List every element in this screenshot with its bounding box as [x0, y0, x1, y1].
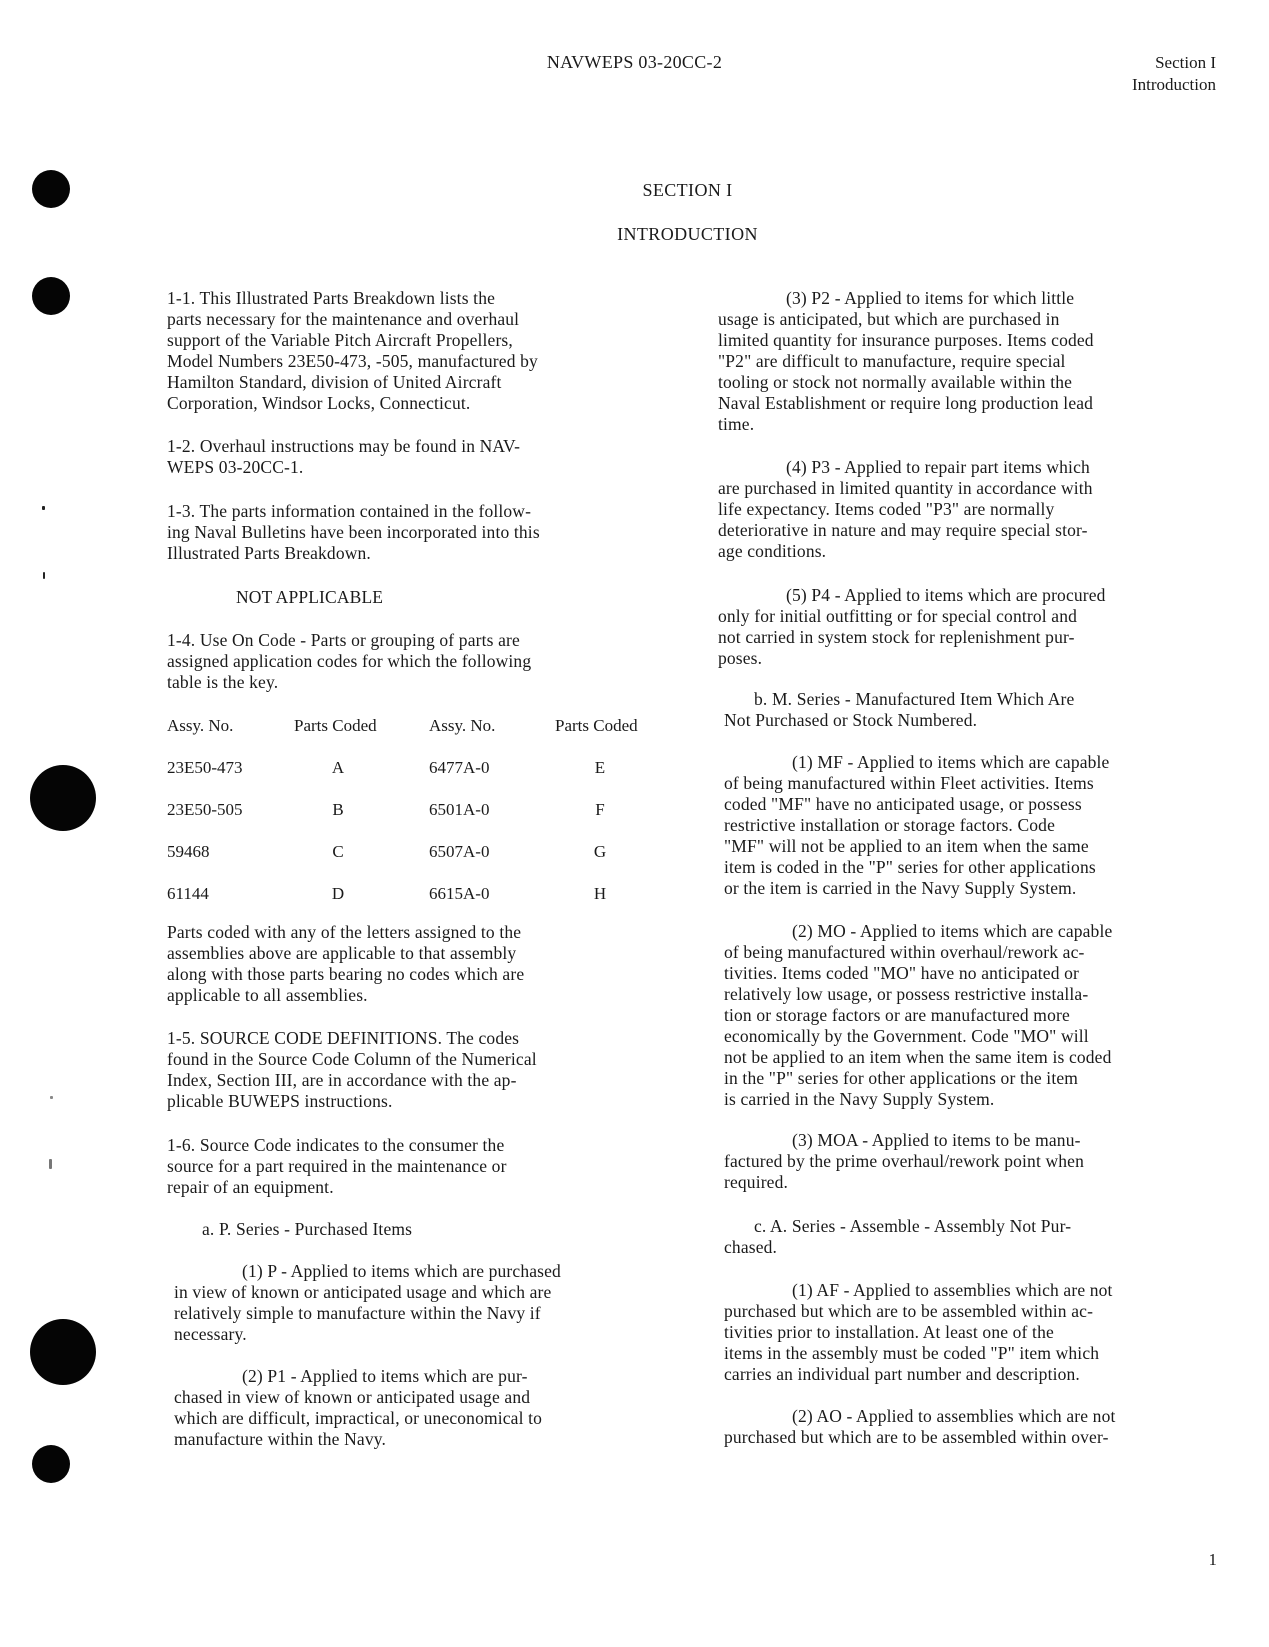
table-cell: H	[593, 884, 607, 903]
table-cell: 6507A-0	[429, 842, 490, 861]
table-cell: E	[594, 758, 606, 777]
table-cell: 23E50-473	[167, 758, 243, 777]
binder-hole	[32, 1445, 70, 1483]
paragraph-1-4: 1-4. Use On Code - Parts or grouping of parts are assigned application codes for which the following table is the key.	[167, 630, 532, 692]
paragraph-mf-code: (1) MF - Applied to items which are capable of being manufactured within Fleet activities. Items coded "MF" have no anticipated usage, or possess restrictive installation or storage factors. Code "MF" will not be applied to an item when the same item is coded in the "P" series for other applications or the item is carried in the Navy Supply System.	[724, 752, 1110, 898]
subsection-a-series: c. A. Series - Assemble - Assembly Not Pur- chased.	[724, 1216, 1072, 1257]
paragraph-moa-code: (3) MOA - Applied to items to be manu- factured by the prime overhaul/rework point when required.	[724, 1130, 1084, 1192]
paragraph-1-2: 1-2. Overhaul instructions may be found in NAV- WEPS 03-20CC-1.	[167, 436, 521, 477]
scan-speck	[43, 572, 45, 579]
document-number: NAVWEPS 03-20CC-2	[546, 52, 723, 72]
table-cell: D	[331, 884, 345, 903]
section-title: SECTION I	[642, 180, 733, 200]
subsection-p-series: a. P. Series - Purchased Items	[202, 1219, 413, 1239]
table-cell: B	[332, 800, 344, 819]
scan-speck	[42, 506, 45, 510]
not-applicable-note: NOT APPLICABLE	[236, 587, 384, 607]
table-cell: 61144	[167, 884, 209, 903]
paragraph-p1-code: (2) P1 - Applied to items which are pur- chased in view of known or anticipated usage and which are difficult, impractical, or uneconomical to manufacture within the Navy.	[174, 1366, 543, 1449]
running-section-label: Section I	[1155, 53, 1216, 72]
scan-speck	[49, 1159, 52, 1169]
paragraph-1-5: 1-5. SOURCE CODE DEFINITIONS. The codes found in the Source Code Column of the Numerical Index, Section III, are in accordance with the ap- plicable BUWEPS instructions.	[167, 1028, 537, 1111]
paragraph-applicability: Parts coded with any of the letters assigned to the assemblies above are applicable to that assembly along with those parts bearing no codes which are applicable to all assemblies.	[167, 922, 525, 1005]
paragraph-1-6: 1-6. Source Code indicates to the consumer the source for a part required in the maintenance or repair of an equipment.	[167, 1135, 507, 1197]
paragraph-p2-code: (3) P2 - Applied to items for which little usage is anticipated, but which are purchased in limited quantity for insurance purposes. Items coded "P2" are difficult to manufacture, require special tooling or stock not normally available within the Naval Establishment or require long production lead time.	[718, 288, 1094, 434]
table-row	[167, 842, 687, 864]
subsection-m-series: b. M. Series - Manufactured Item Which Are Not Purchased or Stock Numbered.	[724, 689, 1075, 730]
table-header-row	[167, 716, 687, 738]
binder-hole	[32, 277, 70, 315]
table-cell: A	[331, 758, 345, 777]
table-cell: 59468	[167, 842, 210, 861]
section-heading: INTRODUCTION	[617, 224, 758, 244]
binder-hole	[30, 1319, 96, 1385]
page-number: 1	[1208, 1550, 1217, 1569]
table-cell: 6615A-0	[429, 884, 490, 903]
table-cell: C	[332, 842, 344, 861]
paragraph-p-code: (1) P - Applied to items which are purchased in view of known or anticipated usage and which are relatively simple to manufacture within the Navy if necessary.	[174, 1261, 561, 1344]
paragraph-ao-code: (2) AO - Applied to assemblies which are not purchased but which are to be assembled within over-	[724, 1406, 1116, 1447]
table-cell: G	[593, 842, 607, 861]
paragraph-af-code: (1) AF - Applied to assemblies which are not purchased but which are to be assembled within ac- tivities prior to installation. At least one of the items in the assembly must be coded "P" item which carries an individual part number and description.	[724, 1280, 1113, 1384]
table-cell: F	[595, 800, 605, 819]
running-section-header	[1132, 52, 1216, 96]
table-row	[167, 758, 687, 780]
table-header-cell: Parts Coded	[294, 716, 377, 735]
table-header-cell: Assy. No.	[429, 716, 496, 735]
table-header-cell: Assy. No.	[167, 716, 234, 735]
running-section-title: Introduction	[1131, 75, 1216, 94]
scan-speck	[50, 1096, 53, 1099]
binder-hole	[30, 765, 96, 831]
table-cell: 6501A-0	[429, 800, 490, 819]
paragraph-1-1: 1-1. This Illustrated Parts Breakdown lists the parts necessary for the maintenance and overhaul support of the Variable Pitch Aircraft Propellers, Model Numbers 23E50-473, -505, manufactured by Hamilton Standard, division of United Aircraft Corporation, Windsor Locks, Connecticut.	[167, 288, 538, 413]
paragraph-mo-code: (2) MO - Applied to items which are capable of being manufactured within overhaul/rework ac- tivities. Items coded "MO" have no anticipated or relatively low usage, or possess restrictive installa- tion or storage factors or are manufactured more economically by the Government. Code "MO" will not be applied to an item when the same item is coded in the "P" series for other applications or the item is carried in the Navy Supply System.	[724, 921, 1113, 1109]
table-cell: 6477A-0	[429, 758, 490, 777]
table-header-cell: Parts Coded	[555, 716, 638, 735]
paragraph-p4-code: (5) P4 - Applied to items which are procured only for initial outfitting or for special control and not carried in system stock for replenishment pur- poses.	[718, 585, 1106, 668]
table-cell: 23E50-505	[167, 800, 243, 819]
paragraph-1-3: 1-3. The parts information contained in the follow- ing Naval Bulletins have been incorporated into this Illustrated Parts Breakdown.	[167, 501, 540, 563]
table-row	[167, 800, 687, 822]
table-row	[167, 884, 687, 906]
paragraph-p3-code: (4) P3 - Applied to repair part items which are purchased in limited quantity in accordance with life expectancy. Items coded "P3" are normally deteriorative in nature and may require special stor- age conditions.	[718, 457, 1093, 561]
